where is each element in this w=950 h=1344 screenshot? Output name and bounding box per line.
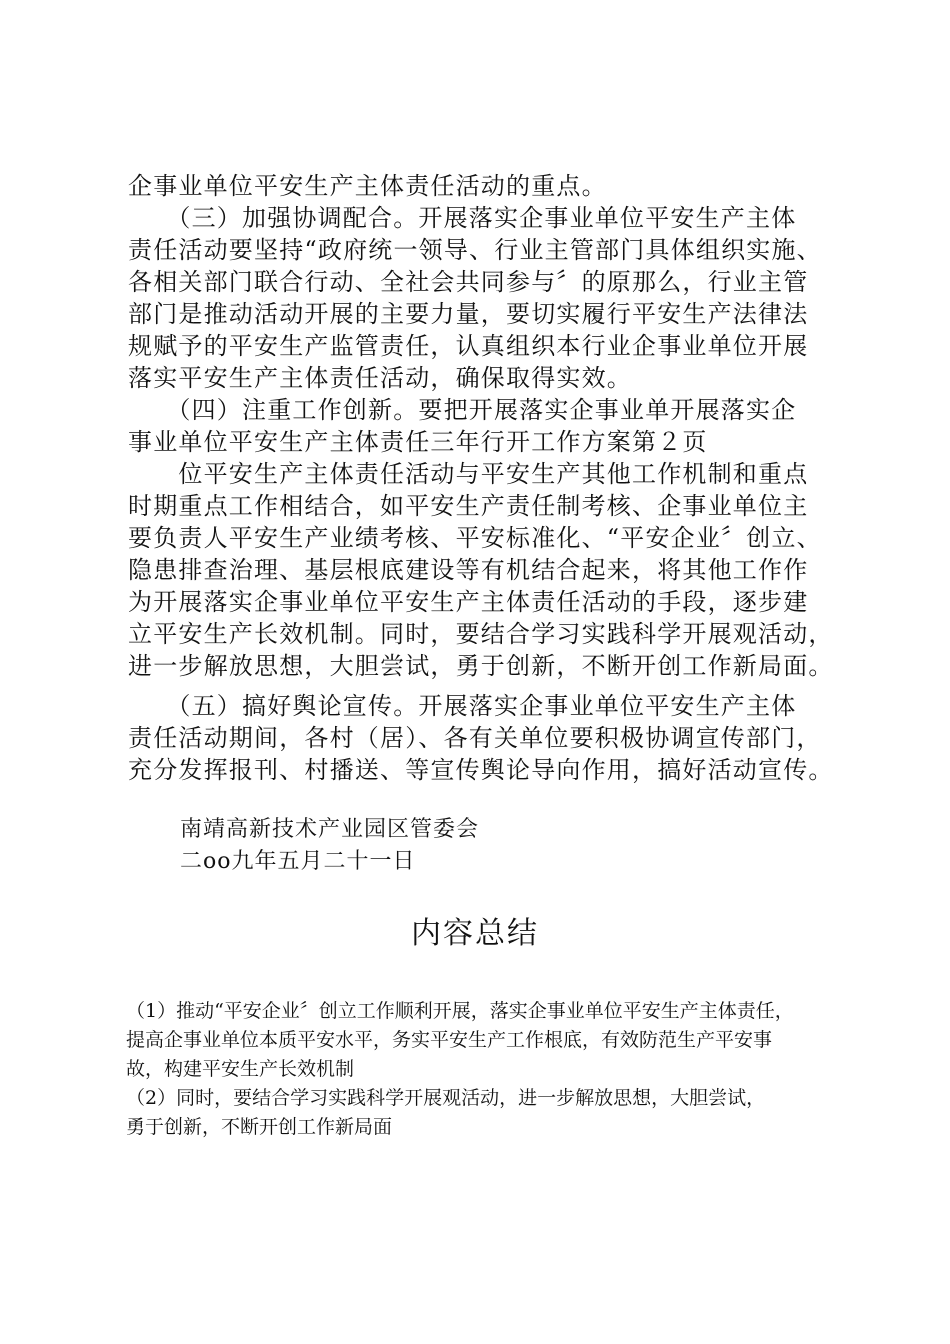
text-line: （四）注重工作创新。要把开展落实企事业单开展落实企 <box>128 396 797 424</box>
text-line: 规赋予的平安生产监管责任，认真组织本行业企事业单位开展 <box>128 332 809 360</box>
text-line: 时期重点工作相结合，如平安生产责任制考核、企事业单位主 <box>128 492 809 520</box>
summary-line: 提高企事业单位本质平安水平，务实平安生产工作根底，有效防范生产平安事 <box>126 1029 773 1051</box>
summary-line: （2）同时，要结合学习实践科学开展观活动，进一步解放思想，大胆尝试， <box>126 1087 766 1109</box>
text-line: 立平安生产长效机制。同时，要结合学习实践科学开展观活动， <box>128 620 834 648</box>
text-line: 各相关部门联合行动、全社会共同参与〞的原那么，行业主管 <box>128 268 809 296</box>
signature-date: 二oo九年五月二十一日 <box>180 849 416 874</box>
text-line: 落实平安生产主体责任活动，确保取得实效。 <box>128 364 632 392</box>
summary-title: 内容总结 <box>411 916 539 951</box>
summary-line: （1）推动“平安企业〞创立工作顺利开展，落实企事业单位平安生产主体责任， <box>126 1000 794 1022</box>
summary-line: 勇于创新，不断开创工作新局面 <box>126 1116 393 1138</box>
text-line: 企事业单位平安生产主体责任活动的重点。 <box>128 172 607 200</box>
text-line: 进一步解放思想，大胆尝试，勇于创新，不断开创工作新局面。 <box>128 652 834 680</box>
text-line: 位平安生产主体责任活动与平安生产其他工作机制和重点 <box>128 460 809 488</box>
text-line: 充分发挥报刊、村播送、等宣传舆论导向作用，搞好活动宣传。 <box>128 756 834 784</box>
body-paragraphs <box>128 170 834 682</box>
text-line: 责任活动要坚持“政府统一领导、行业主管部门具体组织实施、 <box>128 236 822 264</box>
text-line: 部门是推动活动开展的主要力量，要切实履行平安生产法律法 <box>128 300 809 328</box>
text-line: 为开展落实企事业单位平安生产主体责任活动的手段，逐步建 <box>128 588 809 616</box>
text-line: 要负责人平安生产业绩考核、平安标准化、“平安企业〞创立、 <box>128 524 822 552</box>
text-line: 责任活动期间，各村（居）、各有关单位要积极协调宣传部门， <box>128 724 822 752</box>
paragraph-five <box>128 690 834 786</box>
text-line: 隐患排查治理、基层根底建设等有机结合起来，将其他工作作 <box>128 556 809 584</box>
signature-organization: 南靖高新技术产业园区管委会 <box>180 817 480 842</box>
text-line: 事业单位平安生产主体责任三年行开工作方案第２页 <box>128 428 708 456</box>
summary-content <box>126 997 846 1142</box>
text-line: （三）加强协调配合。开展落实企事业单位平安生产主体 <box>128 204 797 232</box>
text-line: （五）搞好舆论宣传。开展落实企事业单位平安生产主体 <box>128 692 797 720</box>
summary-line: 故，构建平安生产长效机制 <box>126 1058 355 1080</box>
signature-block <box>180 814 479 878</box>
